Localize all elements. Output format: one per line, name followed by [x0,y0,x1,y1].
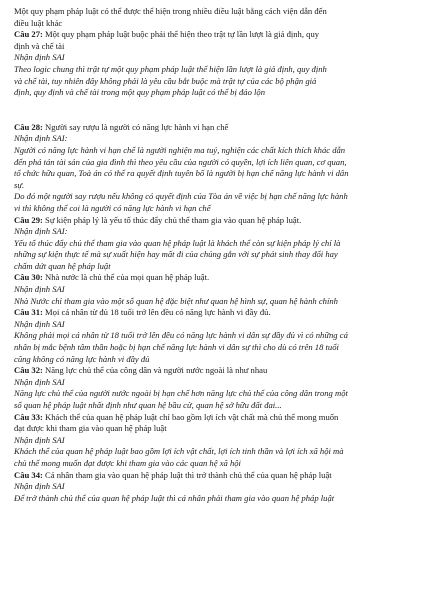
question-line [14,307,420,319]
verdict: Nhận định SAI [14,318,65,329]
text-line: điều luật khác [14,17,63,28]
explanation-line: cũng không có năng lực hành vi đầy đủ [14,353,150,364]
question-label: Câu 30: [14,272,43,283]
question-text: Năng lực chủ thể của công dân và người nước ngoài là như nhau [42,365,268,376]
explanation-line: Năng lực chủ thể của người nước ngoài bị hạn chế hơn năng lực chủ thể của công dân trong một [14,388,348,399]
question-line [14,272,420,284]
question-text: Một quy phạm pháp luật buộc phải thể hiện theo trật tự lần lượt là giả định, quy [42,29,320,40]
question-line [14,122,420,134]
section-gap [14,99,420,122]
explanation-line: Người có năng lực hành vi hạn chế là người nghiện ma tuý, nghiện các chất kích thích khác dẫn [14,144,346,155]
question-31 [14,307,420,365]
verdict: Nhận định SAI: [14,133,68,144]
question-27 [14,29,420,99]
question-label: Câu 31: [14,307,43,318]
question-30 [14,272,420,307]
text-line: Một quy phạm pháp luật có thể được thể hiện trong nhiều điều luật bằng cách viện dẫn đến [14,6,327,16]
explanation-line: tổ chức hữu quan, Toà án có thể ra quyết định tuyên bố là người bị hạn chế năng lực hành vi dân [14,168,349,179]
question-label: Câu 33: [14,411,43,422]
question-28 [14,122,420,215]
question-label: Câu 27: [14,29,43,40]
question-text: Mọi cá nhân từ đủ 18 tuổi trở lên đều có năng lực hành vi đầy đủ. [42,307,271,318]
explanation-line: vi thì không thể coi là người có năng lực hành vi hạn chế [14,202,211,213]
explanation-line: Khách thể của quan hệ pháp luật bao gồm lợi ích vật chất, lợi ích tinh thần và lợi ích xã hội mà [14,446,344,457]
explanation-line: những sự kiện thực tế mà sự xuất hiện hay mất đi của chúng gắn với sự phát sinh thay đổi hay [14,249,338,260]
question-text: Khách thể của quan hệ pháp luật chỉ bao gồm lợi ích vật chất mà chủ thể mong muốn [42,411,339,422]
verdict: Nhận định SAI [14,52,65,63]
question-line [14,215,420,227]
explanation-line: và chế tài, tuy nhiên đây không phải là yêu cầu bắt buộc mà trật tự của các bộ phận giả [14,75,317,86]
question-label: Câu 32: [14,365,43,376]
question-text: định và chế tài [14,40,65,51]
question-34 [14,470,420,505]
explanation-line: chủ thể mong muốn đạt được khi tham gia vào các quan hệ xã hội [14,457,241,468]
explanation-line: chấm dứt quan hệ pháp luật [14,260,111,271]
explanation-line: Do đó một người say rượu nếu không có quyết định của Tòa án về việc bị hạn chế năng lực hành [14,191,348,202]
question-text: Cá nhân tham gia vào quan hệ pháp luật thì trở thành chủ thể của quan hệ pháp luật [42,469,332,480]
verdict: Nhận định SAI: [14,226,68,237]
explanation-line: Nhà Nước chỉ tham gia vào một số quan hệ đặc biệt như quan hệ hình sự, quan hệ hành chính [14,295,338,306]
explanation-line: Không phải mọi cá nhân từ 18 tuổi trở lên đều có năng lực hành vi dân sự đầy đủ vì có những cá [14,330,348,341]
question-33 [14,412,420,470]
verdict: Nhận định SAI [14,481,65,492]
question-text: Sự kiện pháp lý là yếu tố thúc đẩy chủ thể tham gia vào quan hệ pháp luật. [42,214,302,225]
explanation-line: Để trở thành chủ thể của quan hệ pháp luật thì cá nhân phải tham gia vào quan hệ pháp luật [14,492,335,503]
question-text: Người say rượu là người có năng lực hành vi hạn chế [42,121,229,132]
question-label: Câu 29: [14,214,43,225]
question-32 [14,365,420,411]
question-line [14,365,420,377]
explanation-line: Theo logic chung thì trật tự một quy phạm pháp luật thể hiện lần lượt là giả định, quy định [14,63,327,74]
question-label: Câu 28: [14,121,43,132]
explanation-line: sự. [14,179,25,190]
explanation-line: đến phá tán tài sản của gia đình thì theo yêu cầu của người có quyền, lợi ích liên quan, cơ quan, [14,156,347,167]
explanation-line: Yếu tố thúc đẩy chủ thể tham gia vào quan hệ pháp luật là khách thể còn sự kiện pháp lý chỉ là [14,237,341,248]
question-29 [14,215,420,273]
explanation-line: số quan hệ pháp luật nhất định như quan hệ bầu cử, quan hệ sở hữu đất đai... [14,400,282,410]
question-text: đạt được khi tham gia vào quan hệ pháp luật [14,423,167,434]
question-label: Câu 34: [14,469,43,480]
question-line [14,470,420,482]
intro-paragraph [14,6,420,29]
verdict: Nhận định SAI [14,284,65,295]
question-text: Nhà nước là chủ thể của mọi quan hệ pháp luật. [42,272,210,283]
question-line [14,29,420,41]
question-line [14,412,420,424]
verdict: Nhận định SAI [14,376,65,387]
explanation-line: nhân bị mắc bệnh tâm thần hoặc bị hạn chế năng lực hành vi dân sự thì cho dù có trên 18 tuổi [14,342,339,353]
verdict: Nhận định SAI [14,434,65,445]
explanation-line: định, quy định và chế tài trong một quy phạm pháp luật có thể bị đảo lộn [14,87,266,98]
